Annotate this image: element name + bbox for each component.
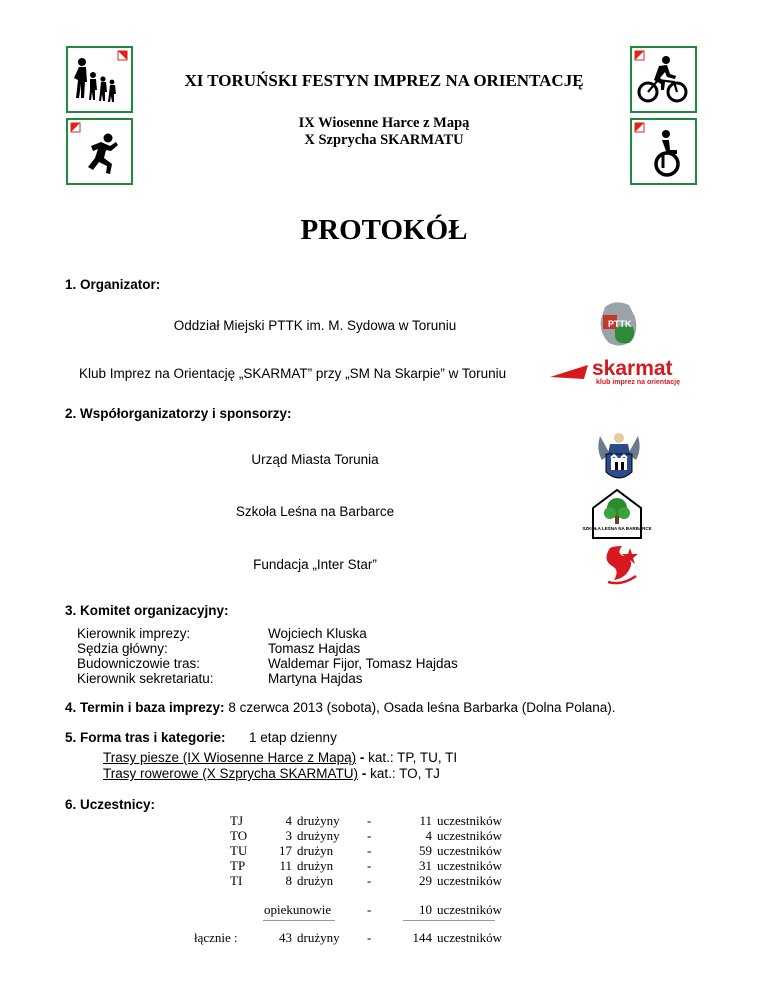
team-label: drużyn — [297, 873, 334, 888]
team-count: 4 — [285, 813, 292, 828]
section-term-heading: 4. Termin i baza imprezy: — [65, 700, 225, 715]
svg-text:skarmat: skarmat — [592, 357, 673, 380]
team-label: drużyn — [297, 858, 334, 873]
forest-school-logo — [582, 486, 652, 542]
route-separator: - — [358, 766, 371, 781]
svg-text:SZKOŁA LEŚNA NA BARBARCE: SZKOŁA LEŚNA NA BARBARCE — [582, 526, 652, 531]
dash: - — [367, 828, 372, 843]
team-count: 17 — [279, 843, 292, 858]
route-categories: kat.: TO, TJ — [370, 766, 440, 781]
participant-count: 4 — [425, 828, 432, 843]
team-label: drużyn — [297, 843, 334, 858]
team-count: 43 — [279, 930, 292, 945]
participant-label: uczestników — [437, 828, 502, 843]
skarmat-logo — [548, 355, 710, 387]
wheelchair-icon — [630, 118, 697, 185]
torun-coat-of-arms — [596, 430, 642, 484]
sum-divider — [263, 920, 335, 921]
form-stage: 1 etap dzienny — [249, 730, 337, 745]
participant-count: 59 — [419, 843, 432, 858]
dash: - — [367, 902, 372, 917]
running-person-icon — [66, 118, 133, 185]
team-count: 11 — [279, 858, 292, 873]
event-subtitle-2: X Szprycha SKARMATU — [304, 132, 464, 148]
participant-label: uczestników — [437, 858, 502, 873]
participant-label: uczestników — [437, 813, 502, 828]
category-code: TP — [230, 858, 246, 873]
sponsor-forest-school: Szkoła Leśna na Barbarce — [235, 504, 395, 519]
participant-count: 11 — [419, 813, 432, 828]
pttk-logo — [595, 297, 643, 353]
route-categories: kat.: TP, TU, TI — [368, 750, 458, 765]
walking-family-icon — [66, 46, 133, 113]
sum-divider — [403, 920, 495, 921]
festival-title: XI TORUŃSKI FESTYN IMPREZ NA ORIENTACJĘ — [184, 71, 584, 90]
committee-name: Martyna Hajdas — [268, 671, 363, 686]
team-label: drużyny — [297, 930, 340, 945]
dash: - — [367, 813, 372, 828]
section-committee-heading: 3. Komitet organizacyjny: — [65, 603, 229, 618]
participant-count: 29 — [419, 873, 432, 888]
committee-name: Wojciech Kluska — [268, 626, 367, 641]
document-title: PROTOKÓŁ — [300, 214, 468, 246]
route-name: Trasy rowerowe (X Szprycha SKARMATU) — [103, 766, 359, 781]
route-separator: - — [356, 750, 369, 765]
term-line — [65, 700, 616, 715]
participant-label: uczestników — [437, 843, 502, 858]
committee-role: Kierownik sekretariatu: — [77, 671, 214, 686]
participant-label: uczestników — [437, 873, 502, 888]
svg-text:klub imprez na orientację: klub imprez na orientację — [596, 379, 681, 386]
team-label: drużyny — [297, 813, 340, 828]
sponsor-city-hall: Urząd Miasta Torunia — [251, 452, 379, 467]
route-name: Trasy piesze (IX Wiosenne Harce z Mapą) — [103, 750, 357, 765]
participant-count: 10 — [419, 902, 432, 917]
guardians-label: opiekunowie — [264, 902, 332, 917]
category-code: TU — [230, 843, 248, 858]
category-code: TJ — [230, 813, 243, 828]
svg-text:PTTK: PTTK — [608, 319, 632, 329]
route-cycling — [103, 766, 440, 781]
organizer-pttk: Oddział Miejski PTTK im. M. Sydowa w Toruniu — [173, 318, 457, 333]
committee-role: Sędzia główny: — [77, 641, 168, 656]
section-participants-heading: 6. Uczestnicy: — [65, 797, 156, 812]
committee-name: Waldemar Fijor, Tomasz Hajdas — [268, 656, 458, 671]
organizer-skarmat: Klub Imprez na Orientację „SKARMAT” przy „SM Na Skarpie” w Toruniu — [79, 366, 507, 381]
term-text: 8 czerwca 2013 (sobota), Osada leśna Barbarka (Dolna Polana). — [228, 700, 616, 715]
section-form-heading: 5. Forma tras i kategorie: — [65, 730, 226, 745]
category-code: TI — [230, 873, 243, 888]
participant-count: 31 — [419, 858, 432, 873]
team-count: 8 — [285, 873, 292, 888]
committee-name: Tomasz Hajdas — [268, 641, 361, 656]
event-subtitle-1: IX Wiosenne Harce z Mapą — [298, 115, 470, 131]
committee-role: Budowniczowie tras: — [77, 656, 201, 671]
section-organizer-heading: 1. Organizator: — [65, 277, 161, 292]
participant-label: uczestników — [437, 902, 502, 917]
sponsor-inter-star: Fundacja „Inter Star” — [253, 557, 377, 572]
route-walking — [103, 750, 457, 765]
cyclist-icon — [630, 46, 697, 113]
dash: - — [367, 930, 372, 945]
dash: - — [367, 843, 372, 858]
team-label: drużyny — [297, 828, 340, 843]
team-count: 3 — [285, 828, 292, 843]
total-label: łącznie : — [194, 930, 238, 945]
inter-star-logo — [600, 544, 642, 586]
participant-count: 144 — [412, 930, 432, 945]
section-sponsors-heading: 2. Współorganizatorzy i sponsorzy: — [65, 406, 292, 421]
category-code: TO — [230, 828, 248, 843]
committee-role: Kierownik imprezy: — [77, 626, 191, 641]
participant-label: uczestników — [437, 930, 502, 945]
dash: - — [367, 873, 372, 888]
dash: - — [367, 858, 372, 873]
